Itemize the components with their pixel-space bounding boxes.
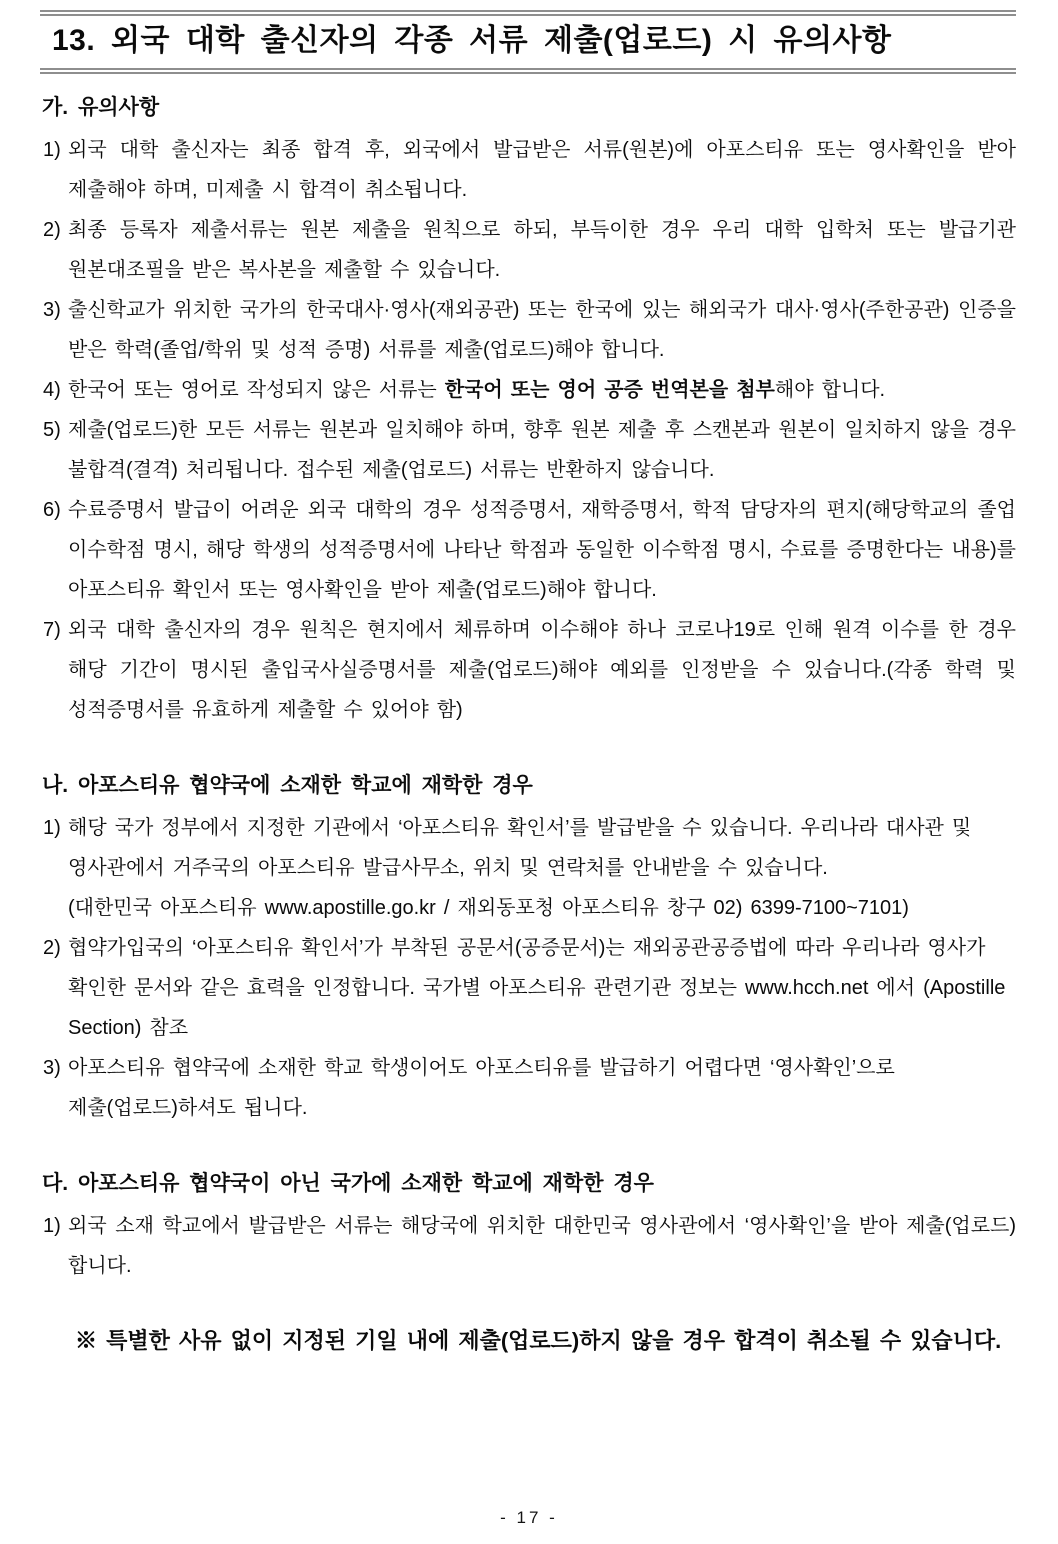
- list-item: [40, 290, 1016, 370]
- list-item-text-prefix: 한국어 또는 영어로 작성되지 않은 서류는: [68, 379, 445, 401]
- section-apostille-member-heading: 나. 아포스티유 협약국에 소재한 학교에 재학한 경우: [42, 774, 533, 797]
- list-item: [40, 610, 1016, 730]
- list-item: [40, 1048, 1016, 1128]
- list-item-line: 제출(업로드)하셔도 됩니다.: [68, 1097, 308, 1119]
- list-item-marker: 3): [43, 1057, 61, 1079]
- list-item-text: 출신학교가 위치한 국가의 한국대사·영사(재외공관) 또는 한국에 있는 해외국가 대사·영사(주한공관) 인증을 받은 학력(졸업/학위 및 성적 증명) 서류를 제출(업로드)해야 합니다.: [68, 299, 1016, 361]
- list-item-text: 수료증명서 발급이 어려운 외국 대학의 경우 성적증명서, 재학증명서, 학적 담당자의 편지(해당학교의 졸업 이수학점 명시, 해당 학생의 성적증명서에 나타난 학점과 동일한 이수학점 명시, 수료를 증명한다는 내용)를 아포스티유 확인서 또는 영사확인을 받아 제출(업로드)해야 합니다.: [68, 499, 1016, 601]
- section-notes-items: [40, 130, 1016, 730]
- list-item-text: 외국 대학 출신자는 최종 합격 후, 외국에서 발급받은 서류(원본)에 아포스티유 또는 영사확인을 받아 제출해야 하며, 미제출 시 합격이 취소됩니다.: [68, 139, 1016, 201]
- list-item-text: 제출(업로드)한 모든 서류는 원본과 일치해야 하며, 향후 원본 제출 후 스캔본과 원본이 일치하지 않을 경우 불합격(결격) 처리됩니다. 접수된 제출(업로드) 서류는 반환하지 않습니다.: [68, 419, 1016, 481]
- list-item-marker: 5): [43, 419, 61, 441]
- list-item-line: (대한민국 아포스티유 www.apostille.go.kr / 재외동포청 아포스티유 창구 02) 6399-7100~7101): [68, 897, 909, 919]
- list-item-line: 확인한 문서와 같은 효력을 인정합니다. 국가별 아포스티유 관련기관 정보는 www.hcch.net 에서 (Apostille: [68, 977, 1006, 999]
- list-item-line: 해당 국가 정부에서 지정한 기관에서 ‘아포스티유 확인서’를 발급받을 수 있습니다. 우리나라 대사관 및: [68, 817, 972, 839]
- list-item: [40, 1206, 1016, 1286]
- list-item-text: 외국 대학 출신자의 경우 원칙은 현지에서 체류하며 이수해야 하나 코로나19로 인해 원격 이수를 한 경우 해당 기간이 명시된 출입국사실증명서를 제출(업로드)해야 예외를 인정받을 수 있습니다.(각종 학력 및 성적증명서를 유효하게 제출할 수 있어야 함): [68, 619, 1016, 721]
- section-notes-heading: 가. 유의사항: [42, 96, 160, 119]
- list-item-marker: 1): [43, 139, 61, 161]
- list-item-line: Section) 참조: [68, 1017, 189, 1039]
- list-item: [40, 928, 1016, 1048]
- list-item: [40, 370, 1016, 410]
- list-item-line: 협약가입국의 ‘아포스티유 확인서’가 부착된 공문서(공증문서)는 재외공관공증법에 따라 우리나라 영사가: [68, 937, 986, 959]
- list-item-marker: 1): [43, 1215, 61, 1237]
- list-item-marker: 2): [43, 937, 61, 959]
- list-item-text-bold: 한국어 또는 영어 공증 번역본을 첨부: [444, 379, 775, 401]
- list-item: [40, 808, 1016, 928]
- list-item-text: 외국 소재 학교에서 발급받은 서류는 해당국에 위치한 대한민국 영사관에서 ‘영사확인’을 받아 제출(업로드)합니다.: [68, 1215, 1016, 1277]
- list-item: [40, 410, 1016, 490]
- list-item-text: [68, 379, 885, 401]
- section-apostille-member-items: [40, 808, 1016, 1128]
- list-item-marker: 6): [43, 499, 61, 521]
- list-item-text: 최종 등록자 제출서류는 원본 제출을 원칙으로 하되, 부득이한 경우 우리 대학 입학처 또는 발급기관 원본대조필을 받은 복사본을 제출할 수 있습니다.: [68, 219, 1016, 281]
- list-item: [40, 210, 1016, 290]
- section-notes: [40, 96, 1016, 730]
- section-apostille-member: [40, 774, 1016, 1128]
- list-item-marker: 7): [43, 619, 61, 641]
- list-item-line: 아포스티유 협약국에 소재한 학교 학생이어도 아포스티유를 발급하기 어렵다면 ‘영사확인’으로: [68, 1057, 895, 1079]
- list-item-line: 영사관에서 거주국의 아포스티유 발급사무소, 위치 및 연락처를 안내받을 수 있습니다.: [68, 857, 828, 879]
- page-title: 13. 외국 대학 출신자의 각종 서류 제출(업로드) 시 유의사항: [52, 24, 892, 57]
- document-title-banner: [40, 10, 1016, 74]
- section-apostille-nonmember: [40, 1172, 1016, 1286]
- section-apostille-nonmember-items: [40, 1206, 1016, 1286]
- list-item-marker: 3): [43, 299, 61, 321]
- footnote: ※ 특별한 사유 없이 지정된 기일 내에 제출(업로드)하지 않을 경우 합격이 취소될 수 있습니다.: [75, 1328, 1002, 1353]
- list-item: [40, 130, 1016, 210]
- list-item-marker: 4): [43, 379, 61, 401]
- list-item-text-suffix: 해야 합니다.: [774, 379, 886, 401]
- list-item-marker: 2): [43, 219, 61, 241]
- list-item-marker: 1): [43, 817, 61, 839]
- list-item: [40, 490, 1016, 610]
- section-apostille-nonmember-heading: 다. 아포스티유 협약국이 아닌 국가에 소재한 학교에 재학한 경우: [42, 1172, 654, 1195]
- page-number: - 17 -: [500, 1508, 558, 1527]
